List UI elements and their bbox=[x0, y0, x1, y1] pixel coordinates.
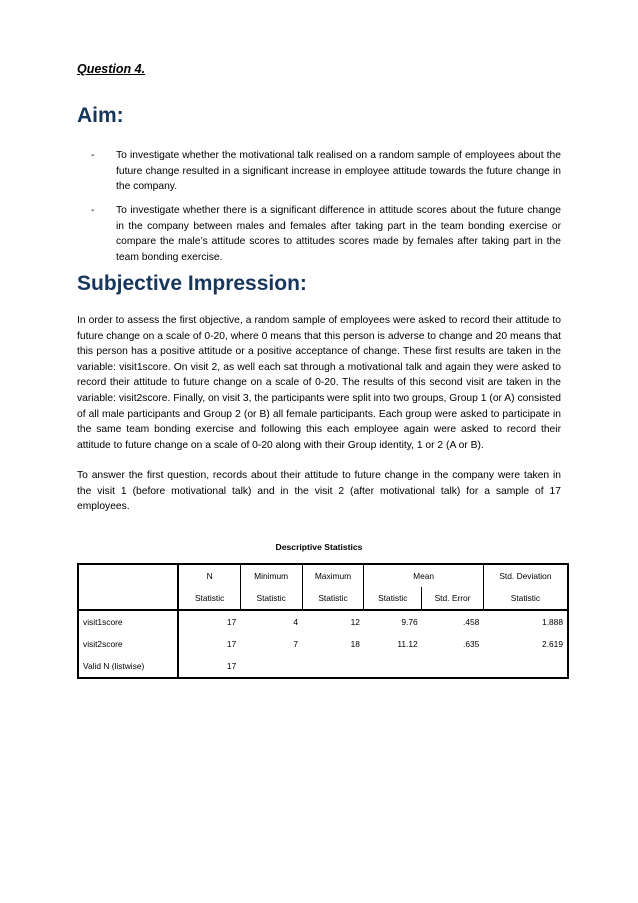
cell-maximum bbox=[302, 655, 364, 678]
cell-std-error bbox=[422, 655, 484, 678]
column-subheader: Std. Error bbox=[422, 587, 484, 610]
bullet-dash: - bbox=[91, 205, 95, 216]
column-subheader: Statistic bbox=[483, 587, 568, 610]
row-label: visit2score bbox=[78, 633, 178, 655]
table-header-row bbox=[78, 564, 568, 587]
table-row bbox=[78, 610, 568, 633]
cell-std-deviation: 2.619 bbox=[483, 633, 568, 655]
cell-std-deviation bbox=[483, 655, 568, 678]
paragraph: In order to assess the first objective, a random sample of employees were asked to record their attitude to future change on a scale of 0-20, where 0 means that this person is adverse to change and 20 means that this person has a positive attitude or a positive acceptance of change. These first results are taken in the variable: visit1score. On visit 2, as well each sat through a motivational talk and again they were asked to record their attitude to future change on a scale of 0-20. The results of this second visit are taken in the variable: visit2score. Finally, on visit 3, the participants were split into two groups, Group 1 (or A) consisted of all male participants and Group 2 (or B) all female participants. Each group were asked to participate in the same team bonding exercise and following this each employee again were asked to record their attitude to future change on a scale of 0-20 along with their Group identity, 1 or 2 (A or B). bbox=[77, 315, 561, 451]
cell-mean: 9.76 bbox=[401, 617, 418, 627]
row-label: visit1score bbox=[78, 610, 178, 633]
cell-maximum: 12 bbox=[350, 617, 360, 627]
cell-mean: 11.12 bbox=[397, 639, 418, 649]
column-subheader: Statistic bbox=[240, 587, 302, 610]
column-header: Maximum bbox=[302, 564, 364, 587]
descriptive-statistics-table bbox=[77, 563, 569, 679]
column-header: Mean bbox=[364, 564, 483, 587]
column-header: N bbox=[178, 564, 240, 587]
aim-bullet bbox=[91, 148, 561, 195]
table-caption: Descriptive Statistics bbox=[275, 542, 363, 552]
column-header: Std. Deviation bbox=[483, 564, 568, 587]
row-label: Valid N (listwise) bbox=[78, 655, 178, 678]
paragraph: To answer the first question, records about their attitude to future change in the company were taken in the visit 1 (before motivational talk) and in the visit 2 (after motivational talk) for a sample of 17 employees. bbox=[77, 470, 561, 513]
aim-bullet bbox=[91, 203, 561, 265]
question-title: Question 4. bbox=[77, 62, 146, 76]
cell-minimum bbox=[240, 655, 302, 678]
column-subheader: Statistic bbox=[302, 587, 364, 610]
cell-maximum: 18 bbox=[350, 639, 360, 649]
bullet-text: To investigate whether there is a significant difference in attitude scores about the future change in the company between males and females after taking part in the team bonding exercise or compare the male’s attitude scores to attitudes scores made by females after taking part in the team bonding exercise. bbox=[116, 205, 561, 263]
cell-n: 17 bbox=[178, 633, 240, 655]
column-subheader: Statistic bbox=[364, 587, 422, 610]
cell-std-error: .458 bbox=[463, 617, 480, 627]
table-row bbox=[78, 633, 568, 655]
cell-std-deviation: 1.888 bbox=[483, 610, 568, 633]
cell-minimum: 4 bbox=[293, 617, 299, 627]
cell-mean bbox=[364, 655, 422, 678]
table-corner-cell bbox=[78, 564, 178, 610]
table-row bbox=[78, 655, 568, 678]
column-subheader: Statistic bbox=[178, 587, 240, 610]
aim-heading: Aim: bbox=[77, 104, 124, 127]
bullet-dash: - bbox=[91, 150, 95, 161]
column-header: Minimum bbox=[240, 564, 302, 587]
cell-minimum: 7 bbox=[293, 639, 299, 649]
bullet-text: To investigate whether the motivational talk realised on a random sample of employees about the future change resulted in a significant increase in employee attitude towards the future change in the company. bbox=[116, 150, 561, 193]
subjective-impression-heading: Subjective Impression: bbox=[77, 272, 307, 295]
cell-n: 17 bbox=[178, 655, 240, 678]
cell-std-error: .635 bbox=[463, 639, 480, 649]
cell-n: 17 bbox=[178, 610, 240, 633]
